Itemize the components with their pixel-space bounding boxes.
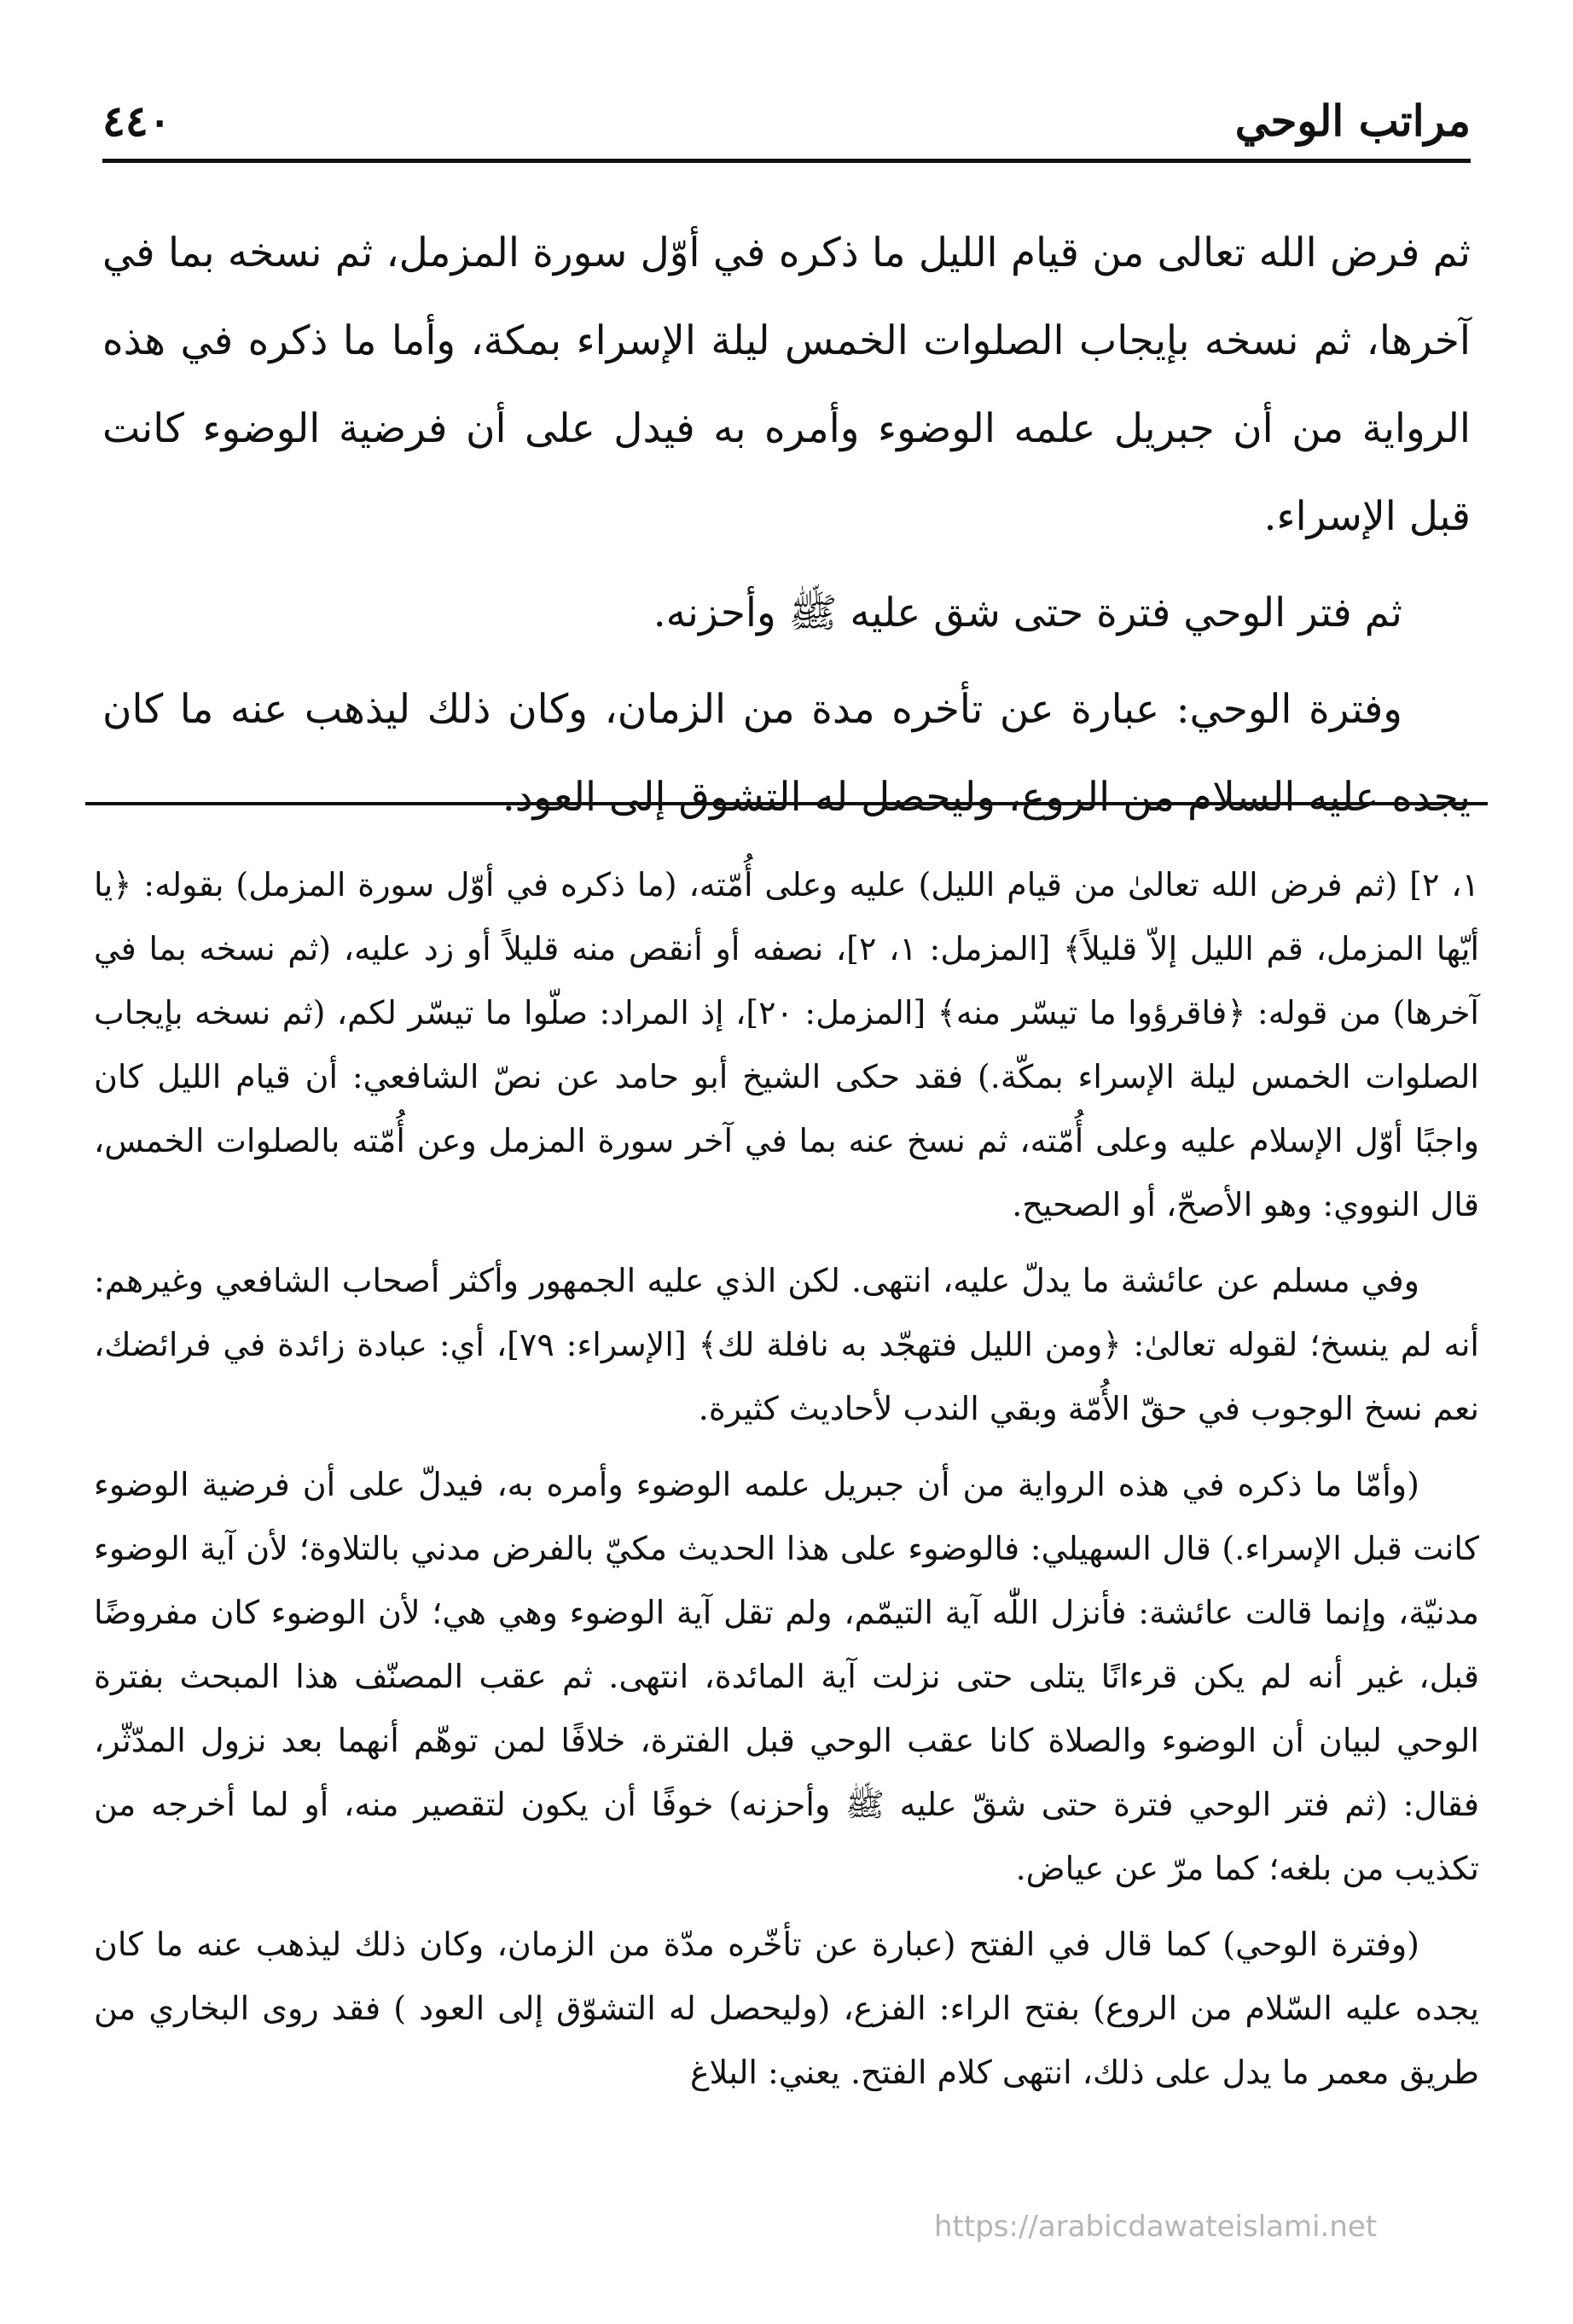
commentary-paragraph-3: (وأمّا ما ذكره في هذه الرواية من أن جبريل علمه الوضوء وأمره به، فيدلّ على أن فرضية الوضوء كانت قبل الإسراء.) قال السهيلي: فالوضوء على هذا الحديث مكيّ بالفرض مدني بالتلاوة؛ لأن آية الوضوء مدنيّة، وإنما قالت عائشة: فأنزل اللّٰه آية التيمّم، ولم تقل آية الوضوء وهي هي؛ لأن الوضوء كان مفروضًا قبل، غير أنه لم يكن قرءانًا يتلى حتى نزلت آية المائدة، انتهى. ثم عقب المصنّف هذا المبحث بفترة الوحي لبيان أن الوضوء والصلاة كانا عقب الوحي قبل الفترة، خلافًا لمن توهّم أنهما بعد نزول المدّثّر، فقال: (ثم فتر الوحي فترة حتى شقّ عليه ﷺ وأحزنه) خوفًا أن يكون لتقصير منه، أو لما أخرجه من تكذيب من بلغه؛ كما مرّ عن عياض.: [94, 1466, 1480, 1887]
running-title: مراتب الوحي: [1234, 95, 1471, 146]
page-number: ٤٤٠: [102, 95, 171, 146]
commentary-paragraph-1: ١، ٢] (ثم فرض الله تعالىٰ من قيام الليل) عليه وعلى أُمّته، (ما ذكره في أوّل سورة المزمل) بقوله: ﴿يا أيّها المزمل، قم الليل إلاّ قليلاً﴾ [المزمل: ١، ٢]، نصفه أو أنقص منه قليلاً أو زد عليه، (ثم نسخه بما في آخرها) من قوله: ﴿فاقرؤوا ما تيسّر منه﴾ [المزمل: ٢٠]، إذ المراد: صلّوا ما تيسّر لكم، (ثم نسخه بإيجاب الصلوات الخمس ليلة الإسراء بمكّة.) فقد حكى الشيخ أبو حامد عن نصّ الشافعي: أن قيام الليل كان واجبًا أوّل الإسلام عليه وعلى أُمّته، ثم نسخ عنه بما في آخر سورة المزمل وعن أُمّته بالصلوات الخمس، قال النووي: وهو الأصحّ، أو الصحيح.: [94, 866, 1480, 1223]
watermark-url: https://arabicdawateislami.net: [934, 2210, 1378, 2244]
commentary-paragraph-4: (وفترة الوحي) كما قال في الفتح (عبارة عن تأخّره مدّة من الزمان، وكان ذلك ليذهب عنه ما كان يجده عليه السّلام من الروع) بفتح الراء: الفزع، (وليحصل له التشوّق إلى العود ) فقد روى البخاري من طريق معمر ما يدل على ذلك، انتهى كلام الفتح. يعني: البلاغ: [94, 1926, 1479, 2091]
commentary-text: [94, 853, 1479, 2117]
commentary-paragraph-2: وفي مسلم عن عائشة ما يدلّ عليه، انتهى. لكن الذي عليه الجمهور وأكثر أصحاب الشافعي وغيرهم: أنه لم ينسخ؛ لقوله تعالىٰ: ﴿ومن الليل فتهجّد به نافلة لك﴾ [الإسراء: ٧٩]، أي: عبادة زائدة في فرائضك، نعم نسخ الوجوب في حقّ الأُمّة وبقي الندب لأحاديث كثيرة.: [94, 1262, 1479, 1427]
separator-line: [85, 802, 1488, 805]
main-paragraph-3: وفترة الوحي: عبارة عن تأخره مدة من الزمان، وكان ذلك ليذهب عنه ما كان يجده عليه السلام من الروع، وليحصل له التشوق إلى العود.: [102, 686, 1471, 821]
main-paragraph-1: ثم فرض الله تعالى من قيام الليل ما ذكره في أوّل سورة المزمل، ثم نسخه بما في آخرها، ثم نسخه بإيجاب الصلوات الخمس ليلة الإسراء بمكة، وأما ما ذكره في هذه الرواية من أن جبريل علمه الوضوء وأمره به فيدل على أن فرضية الوضوء كانت قبل الإسراء.: [102, 229, 1471, 540]
main-text: [102, 209, 1471, 850]
main-paragraph-2: ثم فتر الوحي فترة حتى شق عليه ﷺ وأحزنه.: [653, 590, 1402, 636]
page-header: [102, 82, 1471, 163]
